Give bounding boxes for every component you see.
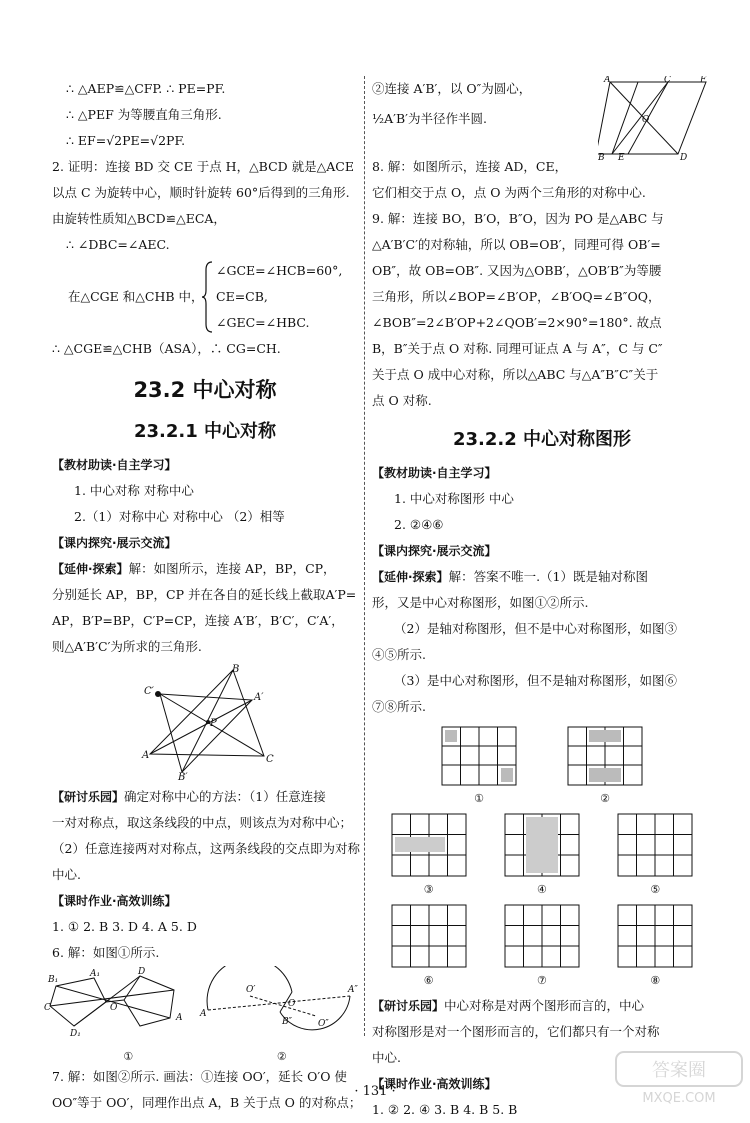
grid-figure xyxy=(617,904,693,989)
grid-caption: ⑥ xyxy=(423,974,434,987)
text-line: 9. 解：连接 BO，B′O，B″O，因为 PO 是△ABC 与 xyxy=(372,211,664,226)
svg-text:O: O xyxy=(110,1003,118,1013)
grid-figure xyxy=(504,813,580,898)
answer-7-continued xyxy=(372,76,712,160)
svg-text:C: C xyxy=(44,1003,51,1013)
grid-icon xyxy=(617,813,693,877)
grid-figure xyxy=(441,726,517,807)
text-line: ∠BOB″=2∠B′OP+2∠QOB′=2×90°=180°. 故点 xyxy=(372,315,662,330)
text-line: 2. 证明：连接 BD 交 CE 于点 H，△BCD 就是△ACE xyxy=(52,159,354,174)
text-line: OB″，故 OB=OB″. 又因为△OBB′，△OB′B″为等腰 xyxy=(372,263,662,278)
svg-text:C: C xyxy=(266,754,274,765)
svg-text:F: F xyxy=(700,76,707,85)
grid-icon xyxy=(441,726,517,786)
svg-text:D₁: D₁ xyxy=(70,1029,81,1039)
section-heading: 【课内探究·展示交流】 xyxy=(372,544,497,558)
svg-text:A: A xyxy=(200,1009,207,1019)
grid-figure xyxy=(567,726,643,807)
text-line: 它们相交于点 O，点 O 为两个三角形的对称中心. xyxy=(372,185,646,200)
grid-row-3 xyxy=(372,904,712,989)
column-divider xyxy=(364,76,365,1036)
text-line: 6. 解：如图①所示. xyxy=(52,945,160,960)
text-line: ∴ △PEF 为等腰直角三角形. xyxy=(66,107,222,122)
svg-text:A′: A′ xyxy=(254,692,264,703)
svg-text:A: A xyxy=(176,1013,183,1023)
grid-row-1 xyxy=(372,726,712,807)
svg-text:B: B xyxy=(598,153,605,160)
page-number: · 131 · xyxy=(354,1084,396,1099)
text-line: 8. 解：如图所示，连接 AD，CE， xyxy=(372,159,568,174)
svg-text:O: O xyxy=(288,999,296,1009)
grid-figure xyxy=(504,904,580,989)
text-line: 确定对称中心的方法：（1）任意连接 xyxy=(124,789,326,804)
right-column xyxy=(372,76,712,1123)
text-line: ∴ △AEP≌△CFP. ∴ PE=PF. xyxy=(66,81,226,96)
svg-text:MXQE.COM: MXQE.COM xyxy=(642,1091,716,1106)
answer-line: 2. ②④⑥ xyxy=(394,517,444,532)
section-heading: 【课内探究·展示交流】 xyxy=(52,536,177,550)
grid-caption: ④ xyxy=(537,883,547,896)
text-line: 解：如图所示，连接 AP，BP，CP， xyxy=(128,561,336,576)
text-line: 则△A′B′C′为所求的三角形. xyxy=(52,639,202,654)
svg-text:E: E xyxy=(618,153,625,160)
text-line: 7. 解：如图②所示. 画法：①连接 OO′，延长 O′O 使 xyxy=(52,1069,347,1084)
tag-label: 【研讨乐园】 xyxy=(372,999,445,1013)
svg-text:C: C xyxy=(664,76,671,85)
text-line: （3）是中心对称图形，但不是轴对称图形，如图⑥ xyxy=(394,673,677,688)
watermark-logo xyxy=(614,1050,744,1106)
svg-text:C′: C′ xyxy=(144,686,154,697)
text-line: 关于点 O 成中心对称，所以△ABC 与△A″B″C″关于 xyxy=(372,367,659,382)
brace-condition-block xyxy=(52,258,358,336)
left-column xyxy=(44,76,362,1116)
answer-line: 2.（1）对称中心 对称中心 （2）相等 xyxy=(74,509,285,524)
text-line: 中心对称是对两个图形而言的，中心 xyxy=(444,998,645,1013)
text-line: 中心. xyxy=(52,867,81,882)
brace-line: ∠GCE=∠HCB=60°, xyxy=(216,263,343,278)
section-title: 23.2 中心对称 xyxy=(133,378,277,402)
grid-icon xyxy=(504,904,580,968)
answer-line: 1. ① 2. B 3. D 4. A 5. D xyxy=(52,919,197,934)
subsection-title: 23.2.1 中心对称 xyxy=(133,421,277,442)
svg-text:D: D xyxy=(680,153,688,160)
svg-text:O: O xyxy=(642,115,650,125)
text-line: 点 O 对称. xyxy=(372,393,432,408)
text-line: 由旋转性质知△BCD≌△ECA， xyxy=(52,211,226,226)
grid-figure xyxy=(391,904,467,989)
section-heading: 【教材助读·自主学习】 xyxy=(52,458,177,472)
text-line: 一对对称点，取这条线段的中点，则该点为对称中心； xyxy=(52,815,353,830)
subsection-title: 23.2.2 中心对称图形 xyxy=(452,429,632,450)
brace-line: ∠GEC=∠HBC. xyxy=(216,315,310,330)
semicircle-figure xyxy=(198,966,358,1046)
figure-caption: ① xyxy=(123,1050,134,1063)
text-line: 三角形，所以∠BOP=∠B′OP，∠B′OQ=∠B″OQ， xyxy=(372,289,661,304)
svg-text:B: B xyxy=(232,664,240,675)
figure-caption: ② xyxy=(276,1050,287,1063)
svg-text:B₁: B₁ xyxy=(48,975,59,985)
pentagon-figure xyxy=(44,966,194,1046)
svg-text:A: A xyxy=(142,750,150,761)
parallelogram-figure xyxy=(598,76,710,160)
grid-caption: ⑦ xyxy=(537,974,547,987)
grid-caption: ③ xyxy=(423,883,434,896)
grid-icon xyxy=(617,904,693,968)
text-line: ∴ △CGE≌△CHB（ASA），∴ CG=CH. xyxy=(52,341,281,356)
text-line: 形，又是中心对称图形，如图①②所示. xyxy=(372,595,589,610)
text-line: 中心. xyxy=(372,1050,401,1065)
brace-prefix: 在△CGE 和△CHB 中， xyxy=(68,289,204,304)
text-line: ④⑤所示. xyxy=(372,647,426,662)
grid-caption: ① xyxy=(474,792,484,805)
text-line: （2）任意连接两对对称点，这两条线段的交点即为对称 xyxy=(52,841,360,856)
grid-figure xyxy=(617,813,693,898)
text-line: ∴ EF=√2PE=√2PF. xyxy=(66,133,186,148)
grid-icon xyxy=(391,904,467,968)
text-line: ⑦⑧所示. xyxy=(372,699,426,714)
text-line: 分别延长 AP，BP，CP 并在各自的延长线上截取A′P= xyxy=(52,587,357,602)
text-line: 对称图形是对一个图形而言的，它们都只有一个对称 xyxy=(372,1024,660,1039)
section-heading: 【教材助读·自主学习】 xyxy=(372,466,497,480)
text-line: B，B″关于点 O 对称. 同理可证点 A 与 A″，C 与 C″ xyxy=(372,341,663,356)
text-line: ∴ ∠DBC=∠AEC. xyxy=(66,237,170,252)
grid-caption: ⑧ xyxy=(650,974,661,987)
text-line: 以点 C 为旋转中心，顺时针旋转 60°后得到的三角形. xyxy=(52,185,350,200)
tag-label: 【延伸·探索】 xyxy=(52,562,129,576)
svg-text:A″: A″ xyxy=(348,985,358,995)
answer-line: 1. 中心对称 对称中心 xyxy=(74,483,194,498)
grid-caption: ② xyxy=(600,792,610,805)
svg-text:O′: O′ xyxy=(246,985,256,995)
grid-icon xyxy=(567,726,643,786)
svg-text:答案圈: 答案圈 xyxy=(652,1060,706,1081)
text-line: ②连接 A′B′，以 O″为圆心， xyxy=(372,81,532,96)
answer-line: 1. 中心对称图形 中心 xyxy=(394,491,514,506)
grid-row-2 xyxy=(372,813,712,898)
text-line: OO″等于 OO′，同理作出点 A，B 关于点 O 的对称点； xyxy=(52,1095,362,1110)
figures-row xyxy=(44,966,358,1064)
svg-text:P: P xyxy=(210,718,217,729)
svg-text:A: A xyxy=(604,76,611,85)
grid-icon xyxy=(504,813,580,877)
text-line: AP，B′P=BP，C′P=CP，连接 A′B′，B′C′，C′A′， xyxy=(52,613,344,628)
svg-text:D: D xyxy=(138,967,146,977)
section-heading: 【课时作业·高效训练】 xyxy=(52,894,177,908)
brace-icon xyxy=(202,260,214,334)
svg-text:B″: B″ xyxy=(282,1017,292,1027)
text-line: ½A′B′为半径作半圆. xyxy=(372,111,487,126)
svg-text:A₁: A₁ xyxy=(90,969,101,979)
svg-text:B′: B′ xyxy=(178,772,188,780)
text-line: 解：答案不唯一.（1）既是轴对称图 xyxy=(448,569,648,584)
svg-text:O″: O″ xyxy=(318,1019,329,1029)
text-line: △A′B′C′的对称轴，所以 OB=OB′，同理可得 OB′= xyxy=(372,237,661,252)
tag-label: 【研讨乐园】 xyxy=(52,790,125,804)
tag-label: 【延伸·探索】 xyxy=(372,570,449,584)
text-line: （2）是轴对称图形，但不是中心对称图形，如图③ xyxy=(394,621,677,636)
grid-figure xyxy=(391,813,467,898)
section-heading: 【课时作业·高效训练】 xyxy=(372,1077,497,1091)
grid-icon xyxy=(391,813,467,877)
answer-line: 1. ② 2. ④ 3. B 4. B 5. B xyxy=(372,1102,518,1117)
grid-caption: ⑤ xyxy=(650,883,661,896)
brace-line: CE=CB, xyxy=(216,289,268,304)
triangle-symmetry-figure xyxy=(130,664,280,780)
